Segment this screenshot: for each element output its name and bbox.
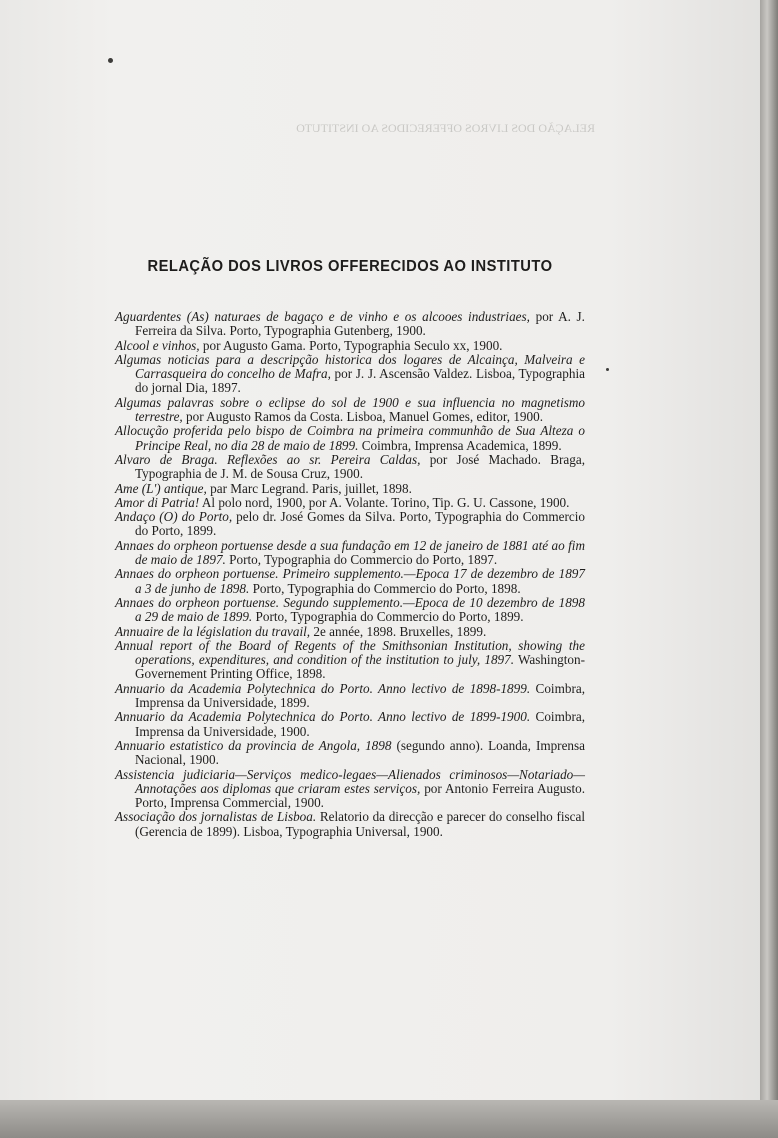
list-item [115, 567, 585, 596]
entry-title: Annuario da Academia Polytechnica do Porto. Anno lectivo de 1898-1899. [115, 680, 531, 696]
page-title: RELAÇÃO DOS LIVROS OFFERECIDOS AO INSTITUTO [147, 258, 553, 275]
list-item [115, 353, 585, 396]
bleed-through-text: RELAÇÃO DOS LIVROS OFFERECIDOS AO INSTITUTO [296, 121, 595, 135]
entry-details: Porto, Typographia do Commercio do Porto, 1897. [225, 552, 498, 568]
entry-title: Annual report of the Board of Regents of the Smithsonian Institution, showing the operations, expenditures, and condition of the institution to july, 1897. [115, 637, 585, 668]
entry-details: por Augusto Ramos da Costa. Lisboa, Manuel Gomes, editor, 1900. [182, 409, 543, 425]
entry-details: 2e année, 1898. Bruxelles, 1899. [310, 623, 487, 639]
entry-details: Coimbra, Imprensa da Universidade, 1899. [135, 680, 585, 711]
entry-title: Andaço (O) do Porto, [115, 509, 233, 525]
entry-details: por A. J. Ferreira da Silva. Porto, Typographia Gutenberg, 1900. [135, 309, 585, 339]
entry-title: Algumas palavras sobre o eclipse do sol de 1900 e sua influencia no magnetismo terrestre, [115, 394, 585, 425]
entry-details: par Marc Legrand. Paris, juillet, 1898. [206, 480, 412, 496]
entry-title: Annaes do orpheon portuense desde a sua fundação em 12 de janeiro de 1881 até ao fim de maio de 1897. [115, 537, 585, 568]
entry-title: Aguardentes (As) naturaes de bagaço e de vinho e os alcooes industriaes, [115, 309, 530, 324]
entry-title: Associação dos jornalistas de Lisboa. [115, 809, 317, 825]
entry-details: por José Machado. Braga, Typographia de J. M. de Sousa Cruz, 1900. [135, 451, 585, 482]
entry-details: Washington-Governement Printing Office, 1898. [135, 652, 586, 682]
list-item [115, 396, 585, 425]
list-item [115, 710, 585, 739]
list-item [115, 510, 585, 539]
list-item [115, 682, 585, 711]
entry-details: Al polo nord, 1900, por A. Volante. Torino, Tip. G. U. Cassone, 1900. [199, 494, 570, 510]
list-item [115, 739, 585, 768]
speck [108, 58, 113, 63]
list-item [115, 453, 585, 482]
list-item [115, 639, 585, 682]
entry-title: Alvaro de Braga. Reflexões ao sr. Pereira Caldas, [115, 451, 421, 467]
entry-details: Relatorio da direcção e parecer do conselho fiscal (Gerencia de 1899). Lisboa, Typographia Universal, 1900. [135, 809, 585, 839]
entry-title: Alcool e vinhos, [115, 337, 200, 353]
entry-title: Annaes do orpheon portuense. Primeiro supplemento.—Epoca 17 de dezembro de 1897 a 3 de junho de 1898. [115, 566, 585, 596]
entry-title: Annaes do orpheon portuense. Segundo supplemento.—Epoca de 10 dezembro de 1898 a 29 de maio de 1899. [115, 594, 585, 625]
entry-details: Porto, Typographia do Commercio do Porto, 1898. [249, 580, 521, 596]
list-item [115, 539, 585, 568]
list-item [115, 810, 585, 839]
list-item [115, 625, 585, 639]
entry-title: Annuario da Academia Polytechnica do Porto. Anno lectivo de 1899-1900. [115, 709, 531, 725]
page-bottom-edge [0, 1100, 778, 1138]
entry-title: Assistencia judiciaria—Serviços medico-legaes—Alienados criminosos—Notariado—Annotações aos diplomas que criaram estes serviços, [115, 766, 585, 796]
entry-title: Ame (L') antique, [115, 480, 207, 496]
entry-details: (segundo anno). Loanda, Imprensa Nacional, 1900. [135, 737, 586, 768]
entry-details: Porto, Typographia do Commercio do Porto, 1899. [252, 609, 524, 625]
speck [606, 368, 609, 371]
entry-details: pelo dr. José Gomes da Silva. Porto, Typographia do Commercio do Porto, 1899. [135, 509, 585, 539]
entry-details: por Augusto Gama. Porto, Typographia Seculo xx, 1900. [199, 337, 503, 353]
list-item [115, 768, 585, 811]
entry-title: Annuaire de la législation du travail, [115, 623, 311, 639]
entry-title: Allocução proferida pelo bispo de Coimbra na primeira communhão de Sua Alteza o Principe Real, no dia 28 de maio de 1899. [115, 423, 585, 453]
entry-title: Annuario estatistico da provincia de Angola, 1898 [115, 737, 392, 753]
entry-title: Amor di Patria! [115, 494, 200, 510]
entry-details: por J. J. Ascensão Valdez. Lisboa, Typographia do jornal Dia, 1897. [135, 366, 585, 396]
list-item [115, 310, 585, 339]
entry-details: Coimbra, Imprensa da Universidade, 1900. [135, 709, 585, 739]
list-item [115, 339, 585, 353]
list-item [115, 496, 585, 510]
list-item [115, 424, 585, 453]
entry-details: Coimbra, Imprensa Academica, 1899. [358, 437, 562, 453]
list-item [115, 482, 585, 496]
page-edge [760, 0, 778, 1138]
entry-details: por Antonio Ferreira Augusto. Porto, Imprensa Commercial, 1900. [135, 780, 585, 811]
entry-title: Algumas noticias para a descripção historica dos logares de Alcainça, Malveira e Carrasqueira do concelho de Mafra, [115, 351, 585, 382]
list-item [115, 596, 585, 625]
book-list [115, 310, 585, 839]
